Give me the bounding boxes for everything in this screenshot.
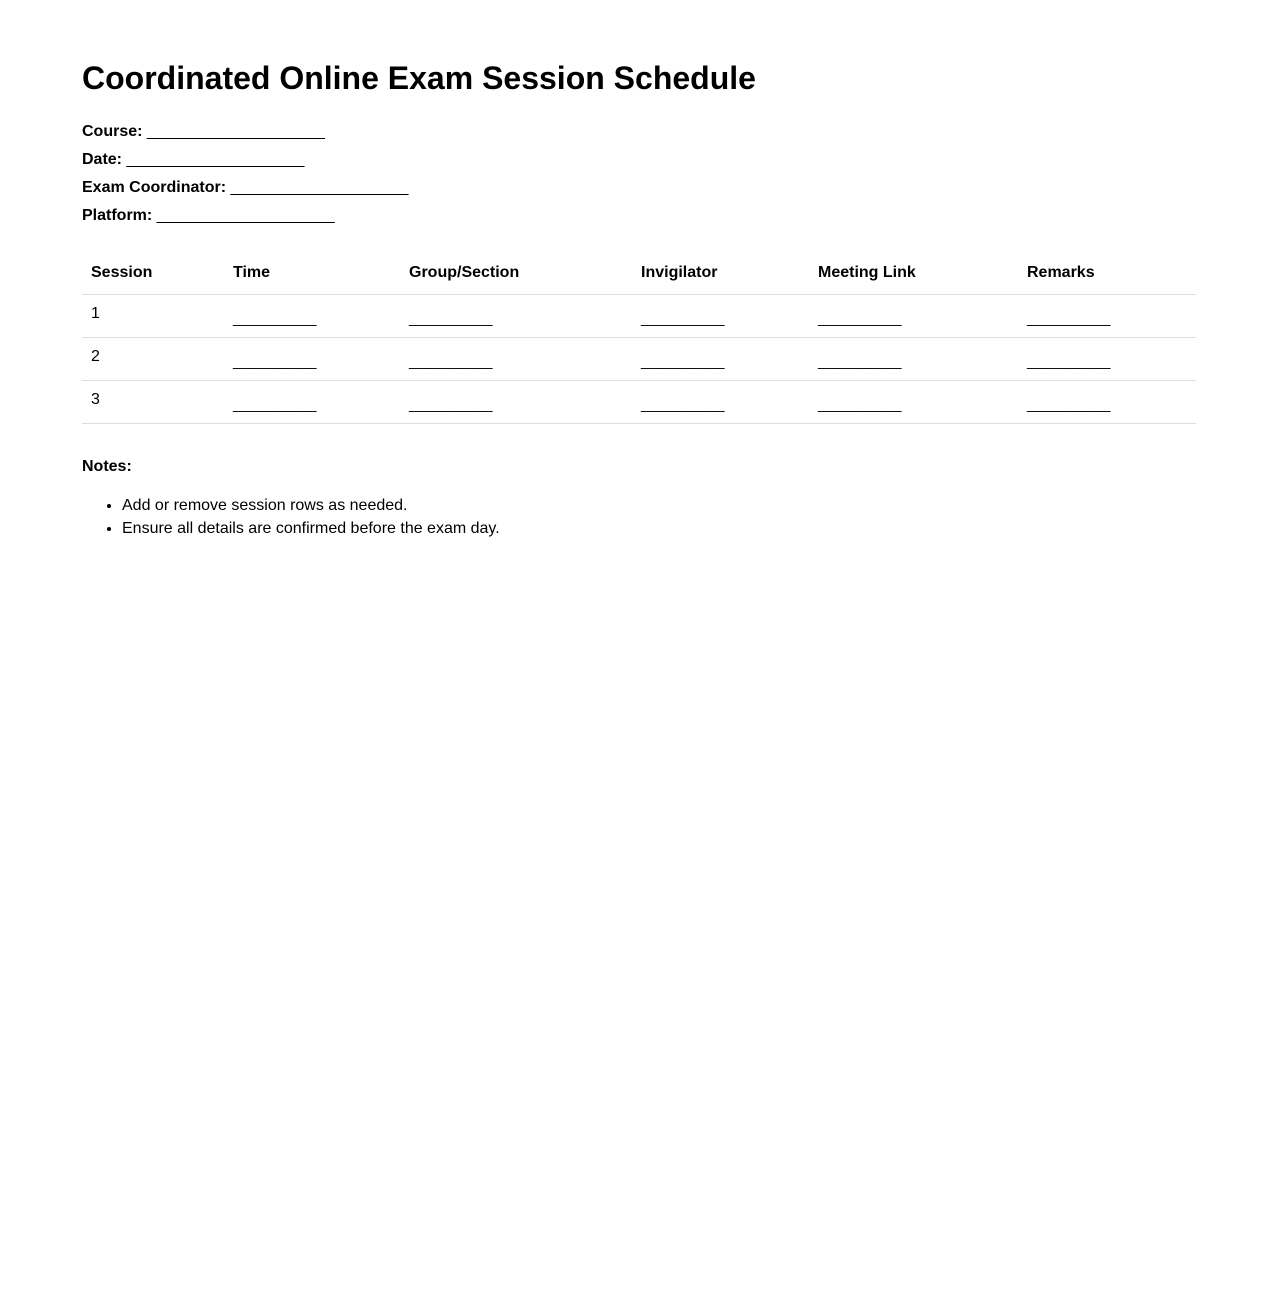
table-header-row xyxy=(82,251,1196,295)
notes-heading: Notes: xyxy=(82,458,132,475)
cell-remarks xyxy=(1018,338,1196,381)
cell-blank[interactable]: __________ xyxy=(818,396,902,413)
cell-group-section xyxy=(400,381,632,424)
course-field xyxy=(82,118,1196,146)
cell-blank[interactable]: __________ xyxy=(409,353,493,370)
page-title: Coordinated Online Exam Session Schedule xyxy=(82,60,756,96)
cell-remarks xyxy=(1018,295,1196,338)
cell-blank[interactable]: __________ xyxy=(641,396,725,413)
cell-meeting-link xyxy=(809,381,1018,424)
platform-field xyxy=(82,202,1196,230)
header-invigilator: Invigilator xyxy=(632,251,809,295)
field-label: Exam Coordinator: xyxy=(82,179,227,196)
table-row xyxy=(82,295,1196,338)
session-number: 3 xyxy=(91,391,100,408)
field-blank[interactable]: ____________________ xyxy=(146,123,325,140)
field-blank[interactable]: ____________________ xyxy=(230,179,409,196)
cell-blank[interactable]: __________ xyxy=(233,310,317,327)
cell-blank[interactable]: __________ xyxy=(641,310,725,327)
session-number: 1 xyxy=(91,305,100,322)
cell-blank[interactable]: __________ xyxy=(1027,310,1111,327)
field-blank[interactable]: ____________________ xyxy=(156,207,335,224)
cell-remarks xyxy=(1018,381,1196,424)
cell-blank[interactable]: __________ xyxy=(1027,396,1111,413)
cell-time xyxy=(224,338,400,381)
header-meeting-link: Meeting Link xyxy=(809,251,1018,295)
table-row xyxy=(82,381,1196,424)
coordinator-field xyxy=(82,174,1196,202)
session-table xyxy=(82,251,1196,424)
cell-session xyxy=(82,338,224,381)
cell-meeting-link xyxy=(809,338,1018,381)
notes-list xyxy=(82,494,1196,540)
field-blank[interactable]: ____________________ xyxy=(126,151,305,168)
field-label: Platform: xyxy=(82,207,153,224)
header-remarks: Remarks xyxy=(1018,251,1196,295)
cell-group-section xyxy=(400,338,632,381)
cell-blank[interactable]: __________ xyxy=(409,396,493,413)
cell-time xyxy=(224,381,400,424)
field-label: Course: xyxy=(82,123,143,140)
cell-session xyxy=(82,381,224,424)
date-field xyxy=(82,146,1196,174)
list-item: • Add or remove session rows as needed. xyxy=(122,494,1196,517)
session-number: 2 xyxy=(91,348,100,365)
cell-blank[interactable]: __________ xyxy=(233,396,317,413)
cell-time xyxy=(224,295,400,338)
table-row xyxy=(82,338,1196,381)
field-label: Date: xyxy=(82,151,123,168)
cell-invigilator xyxy=(632,381,809,424)
cell-invigilator xyxy=(632,338,809,381)
cell-blank[interactable]: __________ xyxy=(641,353,725,370)
header-time: Time xyxy=(224,251,400,295)
header-fields xyxy=(82,118,1196,230)
cell-blank[interactable]: __________ xyxy=(1027,353,1111,370)
header-session: Session xyxy=(82,251,224,295)
cell-blank[interactable]: __________ xyxy=(818,310,902,327)
cell-blank[interactable]: __________ xyxy=(233,353,317,370)
header-group-section: Group/Section xyxy=(400,251,632,295)
cell-group-section xyxy=(400,295,632,338)
list-item: • Ensure all details are confirmed before the exam day. xyxy=(122,517,1196,540)
document xyxy=(82,58,1196,540)
cell-invigilator xyxy=(632,295,809,338)
cell-session xyxy=(82,295,224,338)
cell-blank[interactable]: __________ xyxy=(409,310,493,327)
cell-meeting-link xyxy=(809,295,1018,338)
cell-blank[interactable]: __________ xyxy=(818,353,902,370)
